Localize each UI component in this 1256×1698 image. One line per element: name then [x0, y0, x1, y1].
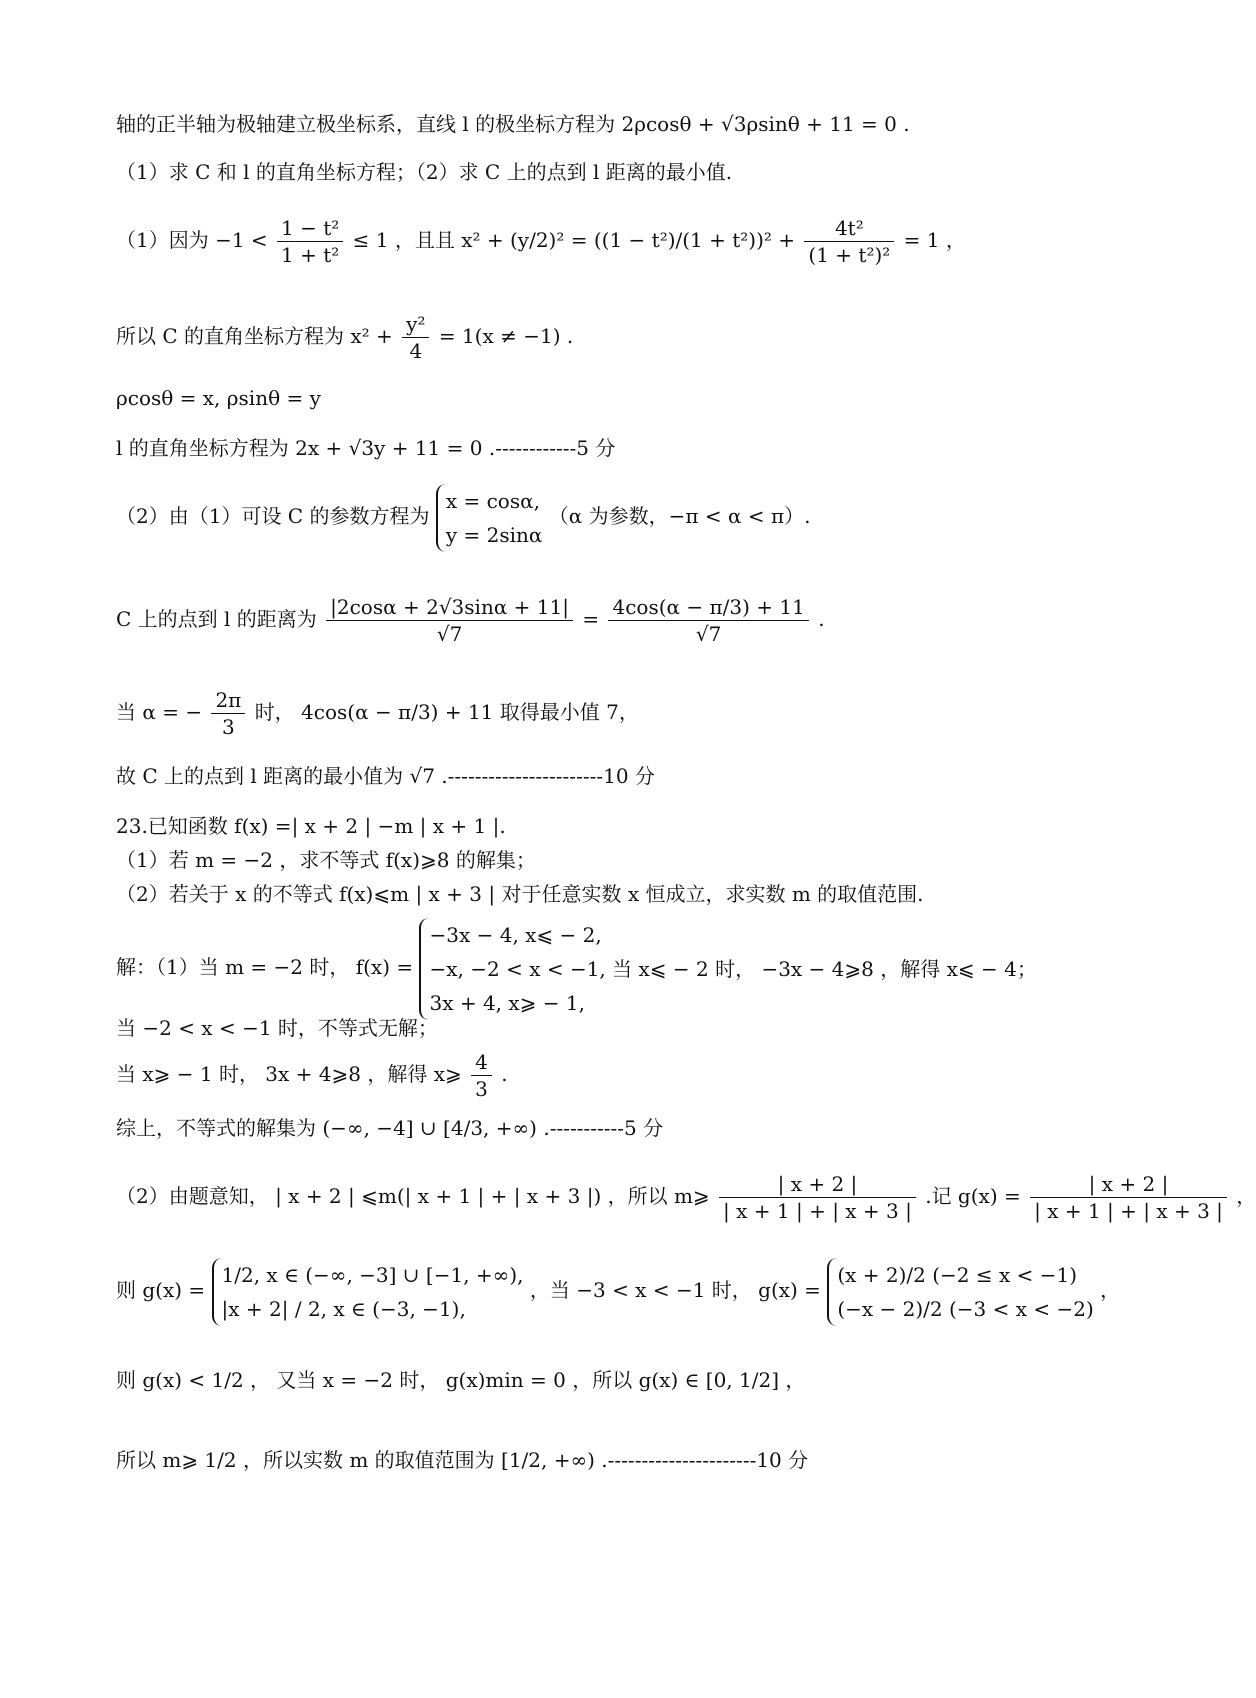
fraction [471, 1049, 492, 1102]
case-item: x = cosα, [445, 488, 540, 513]
fraction-denominator: | x + 1 | + | x + 3 | [723, 1199, 912, 1223]
cartesian-equation-line [116, 306, 1160, 366]
case-brace [827, 1258, 1093, 1326]
inequality-line [116, 1166, 1256, 1226]
text-segment: 当 α = − [116, 700, 203, 724]
polar-conversion-line: ρcosθ = x, ρsinθ = y [116, 386, 321, 410]
fraction-numerator: | x + 2 | [1030, 1171, 1227, 1198]
text-segment: .记 g(x) = [925, 1184, 1021, 1208]
fraction-denominator: 4 [409, 339, 423, 363]
case-brace [419, 918, 1036, 1020]
text-segment: 时， 4cos(α − π/3) + 11 取得最小值 7， [254, 700, 639, 724]
line-equation: l 的直角坐标方程为 2x + √3y + 11 = 0 .------------5 分 [116, 436, 616, 460]
fraction-numerator: 1 − t² [277, 215, 343, 242]
fraction [719, 1171, 916, 1224]
fraction-denominator: 1 + t² [281, 243, 340, 267]
text-line: 当 −2 < x < −1 时，不等式无解； [116, 1016, 438, 1040]
text-segment: ，当 −3 < x < −1 时， g(x) = [529, 1278, 821, 1302]
fraction-numerator: 2π [211, 687, 245, 714]
fraction [211, 687, 245, 740]
text-segment: . [818, 607, 825, 631]
fraction [1030, 1171, 1227, 1224]
fraction-denominator: (1 + t²)² [808, 243, 891, 267]
fraction [402, 311, 429, 364]
case-brace [212, 1258, 524, 1326]
text-segment: （2）由题意知， | x + 2 | ⩽m(| x + 1 | + | x + 3 |) ，所以 m⩾ [116, 1184, 710, 1208]
case-item: (x + 2)/2 (−2 ≤ x < −1) [837, 1262, 1078, 1287]
text-segment: = [582, 607, 600, 631]
distance-line [116, 584, 1160, 654]
text-segment: ≤ 1 ，且且 x² + (y/2)² = ((1 − t²)/(1 + t²))² + [352, 228, 796, 252]
case-item: −x, −2 < x < −1, 当 x⩽ − 2 时， −3x − 4⩾8 ，解得 x⩽ − 4； [429, 956, 1037, 981]
question-23-part1: （1）若 m = −2 ，求不等式 f(x)⩾8 的解集； [116, 848, 536, 872]
case-item: 3x + 4, x⩾ − 1, [429, 990, 585, 1015]
case-item: −3x − 4, x⩽ − 2, [429, 922, 602, 947]
text-segment: C 上的点到 l 的距离为 [116, 607, 317, 631]
solution-set-line: 综上，不等式的解集为 (−∞, −4] ∪ [4/3, +∞) .-----------5 分 [116, 1116, 664, 1140]
fraction [804, 215, 894, 268]
fraction [608, 594, 808, 647]
final-answer-line: 所以 m⩾ 1/2 ，所以实数 m 的取值范围为 [1/2, +∞) .----------------------10 分 [116, 1448, 809, 1472]
text-segment: （1）因为 −1 < [116, 228, 268, 252]
g-range-line: 则 g(x) < 1/2 ， 又当 x = −2 时， g(x)min = 0 ，所以 g(x) ∈ [0, 1/2] ， [116, 1368, 806, 1392]
fraction-numerator: |2cosα + 2√3sinα + 11| [326, 594, 573, 621]
fraction-denominator: | x + 1 | + | x + 3 | [1034, 1199, 1223, 1223]
solution-part1-line [116, 210, 1160, 270]
text-segment: = 1 ， [903, 228, 966, 252]
solution-line [116, 1046, 1160, 1102]
text-segment: （α 为参数，−π < α < π）. [548, 504, 811, 528]
case-item: |x + 2| / 2, x ∈ (−3, −1), [221, 1296, 466, 1321]
minimum-condition-line [116, 682, 1160, 742]
question-23-title: 23.已知函数 f(x) =| x + 2 | −m | x + 1 |. [116, 814, 506, 838]
question-23-part2: （2）若关于 x 的不等式 f(x)⩽m | x + 3 | 对于任意实数 x 恒成立，求实数 m 的取值范围. [116, 882, 924, 906]
fraction-denominator: √7 [436, 622, 463, 646]
text-line: 轴的正半轴为极轴建立极坐标系，直线 l 的极坐标方程为 2ρcosθ + √3ρsinθ + 11 = 0 . [116, 112, 910, 136]
case-item: (−x − 2)/2 (−3 < x < −2) [837, 1296, 1094, 1321]
text-segment: （2）由（1）可设 C 的参数方程为 [116, 504, 430, 528]
piecewise-line [116, 912, 1160, 1022]
question-subparts: （1）求 C 和 l 的直角坐标方程；（2）求 C 上的点到 l 距离的最小值. [116, 160, 733, 184]
case-item: 1/2, x ∈ (−∞, −3] ∪ [−1, +∞), [221, 1262, 524, 1287]
text-segment: . [501, 1062, 508, 1086]
case-item: y = 2sinα [445, 522, 543, 547]
fraction-numerator: 4cos(α − π/3) + 11 [608, 594, 808, 621]
fraction [326, 594, 573, 647]
text-segment: 当 x⩾ − 1 时， 3x + 4⩾8 ，解得 x⩾ [116, 1062, 462, 1086]
fraction-numerator: | x + 2 | [719, 1171, 916, 1198]
text-segment: = 1(x ≠ −1) . [438, 324, 574, 348]
fraction-denominator: √7 [695, 622, 722, 646]
fraction [277, 215, 343, 268]
text-segment: 所以 C 的直角坐标方程为 x² + [116, 324, 393, 348]
fraction-denominator: 3 [222, 715, 235, 739]
minimum-result-line: 故 C 上的点到 l 距离的最小值为 √7 .-----------------------10 分 [116, 764, 655, 788]
text-segment: ， [1236, 1184, 1256, 1208]
fraction-numerator: 4t² [804, 215, 894, 242]
g-piecewise-line [116, 1240, 1160, 1340]
fraction-numerator: 4 [471, 1049, 492, 1076]
fraction-numerator: y² [402, 311, 429, 338]
text-segment: 解：（1）当 m = −2 时， f(x) = [116, 955, 414, 979]
parametric-line [116, 478, 1160, 554]
fraction-denominator: 3 [475, 1077, 488, 1101]
case-brace [436, 484, 543, 552]
text-segment: ， [1100, 1278, 1121, 1302]
text-segment: 则 g(x) = [116, 1278, 206, 1302]
